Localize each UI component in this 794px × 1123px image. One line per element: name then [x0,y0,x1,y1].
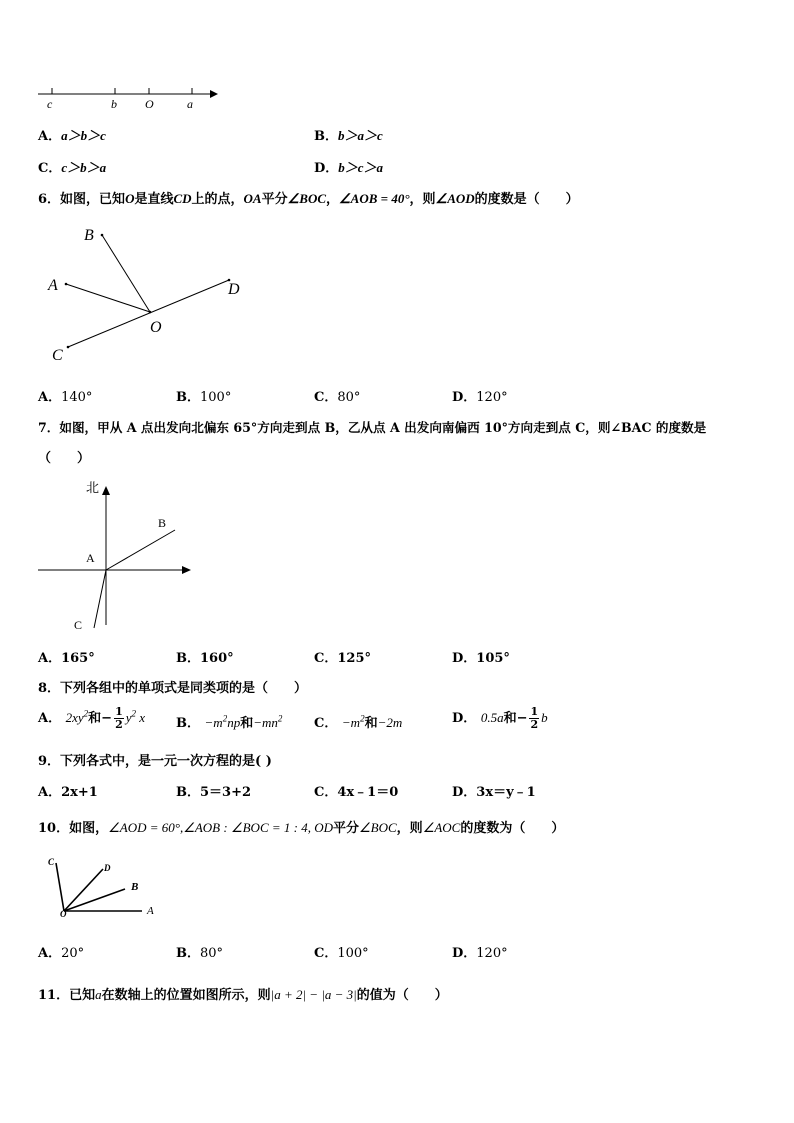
q8-option-c[interactable]: C． $-m^2$和−2m [314,713,403,731]
number-line-figure [36,84,226,114]
q9-option-a[interactable]: A．2x+1 [38,785,98,800]
q6-angle-figure [44,222,264,367]
tick-label-a: a [187,97,193,111]
q5-option-b[interactable]: B．b＞a＞c [314,128,383,144]
q6-option-d[interactable]: D．120° [452,390,508,405]
q7-option-b[interactable]: B．160° [176,651,234,666]
point-label-o: O [150,319,162,336]
point-label-b: B [84,227,94,244]
q10-option-d[interactable]: D．120° [452,946,508,961]
q8-option-d[interactable]: D． 0.5a和− $\frac{1}{2}$ b [452,705,548,731]
q7-option-c[interactable]: C．125° [314,651,371,666]
q6-option-b[interactable]: B．100° [176,390,232,405]
q6-option-c[interactable]: C．80° [314,390,361,405]
point-label-a: A [86,551,95,565]
point-label-b: B [158,516,167,530]
north-label: 北 [86,480,100,495]
q9-option-c[interactable]: C．4x﹣1＝0 [314,785,399,800]
q9-option-d[interactable]: D．3x＝y﹣1 [452,785,536,800]
tick-label-c: c [47,97,53,111]
q7-option-a[interactable]: A．165° [38,651,95,666]
q11-stem: 11．已知a在数轴上的位置如图所示，则|a + 2| − |a − 3|的值为（ ） [38,987,448,1003]
q8-stem: 8．下列各组中的单项式是同类项的是（ ） [38,681,308,696]
q7-stem-line1: 7．如图，甲从 A 点出发向北偏东 65°方向走到点 B，乙从点 A 出发向南偏西 10°方向走到点 C，则∠BAC 的度数是 [38,420,707,435]
tick-label-b: b [111,97,117,111]
q10-stem: 10．如图，∠AOD = 60°,∠AOB : ∠BOC = 1 : 4, OD平分∠BOC，则∠AOC的度数为（ ） [38,820,565,836]
point-label-c: C [52,347,63,364]
q10-option-a[interactable]: A．20° [38,946,85,961]
q9-stem: 9．下列各式中，是一元一次方程的是( ) [38,754,272,769]
q10-option-c[interactable]: C．100° [314,946,369,961]
point-label-o: O [60,909,67,919]
fraction-one-half: $\frac{1}{2}$ [530,705,539,731]
q7-stem-line2: （ ） [38,451,91,466]
q7-direction-figure [36,478,196,633]
point-label-b: B [131,881,139,893]
tick-label-o: O [145,97,154,111]
q5-option-d[interactable]: D．b＞c＞a [314,160,384,176]
point-label-a: A [48,277,58,294]
q6-option-a[interactable]: A．140° [38,390,93,405]
point-label-c: C [48,857,55,867]
q9-option-b[interactable]: B．5＝3+2 [176,785,252,800]
point-label-d: D [104,863,111,873]
q5-option-a[interactable]: A．a＞b＞c [38,128,106,144]
q8-option-b[interactable]: B． $-m^2np$和$-mn^2$ [176,713,283,731]
q10-angle-figure [44,856,169,924]
q6-stem: 6．如图，已知O是直线CD上的点，OA平分∠BOC，∠AOB = 40°，则∠AOD的度数是（ ） [38,191,579,207]
point-label-c: C [74,618,83,632]
q7-option-d[interactable]: D．105° [452,651,510,666]
point-label-d: D [228,281,240,298]
q10-option-b[interactable]: B．80° [176,946,224,961]
fraction-one-half: $\frac{1}{2}$ [115,705,123,731]
q5-option-c[interactable]: C．c＞b＞a [38,160,107,176]
q8-option-a[interactable]: A． $2xy^2$和− $\frac{1}{2}$ $y^2$ x [38,705,146,731]
point-label-a: A [147,905,154,917]
